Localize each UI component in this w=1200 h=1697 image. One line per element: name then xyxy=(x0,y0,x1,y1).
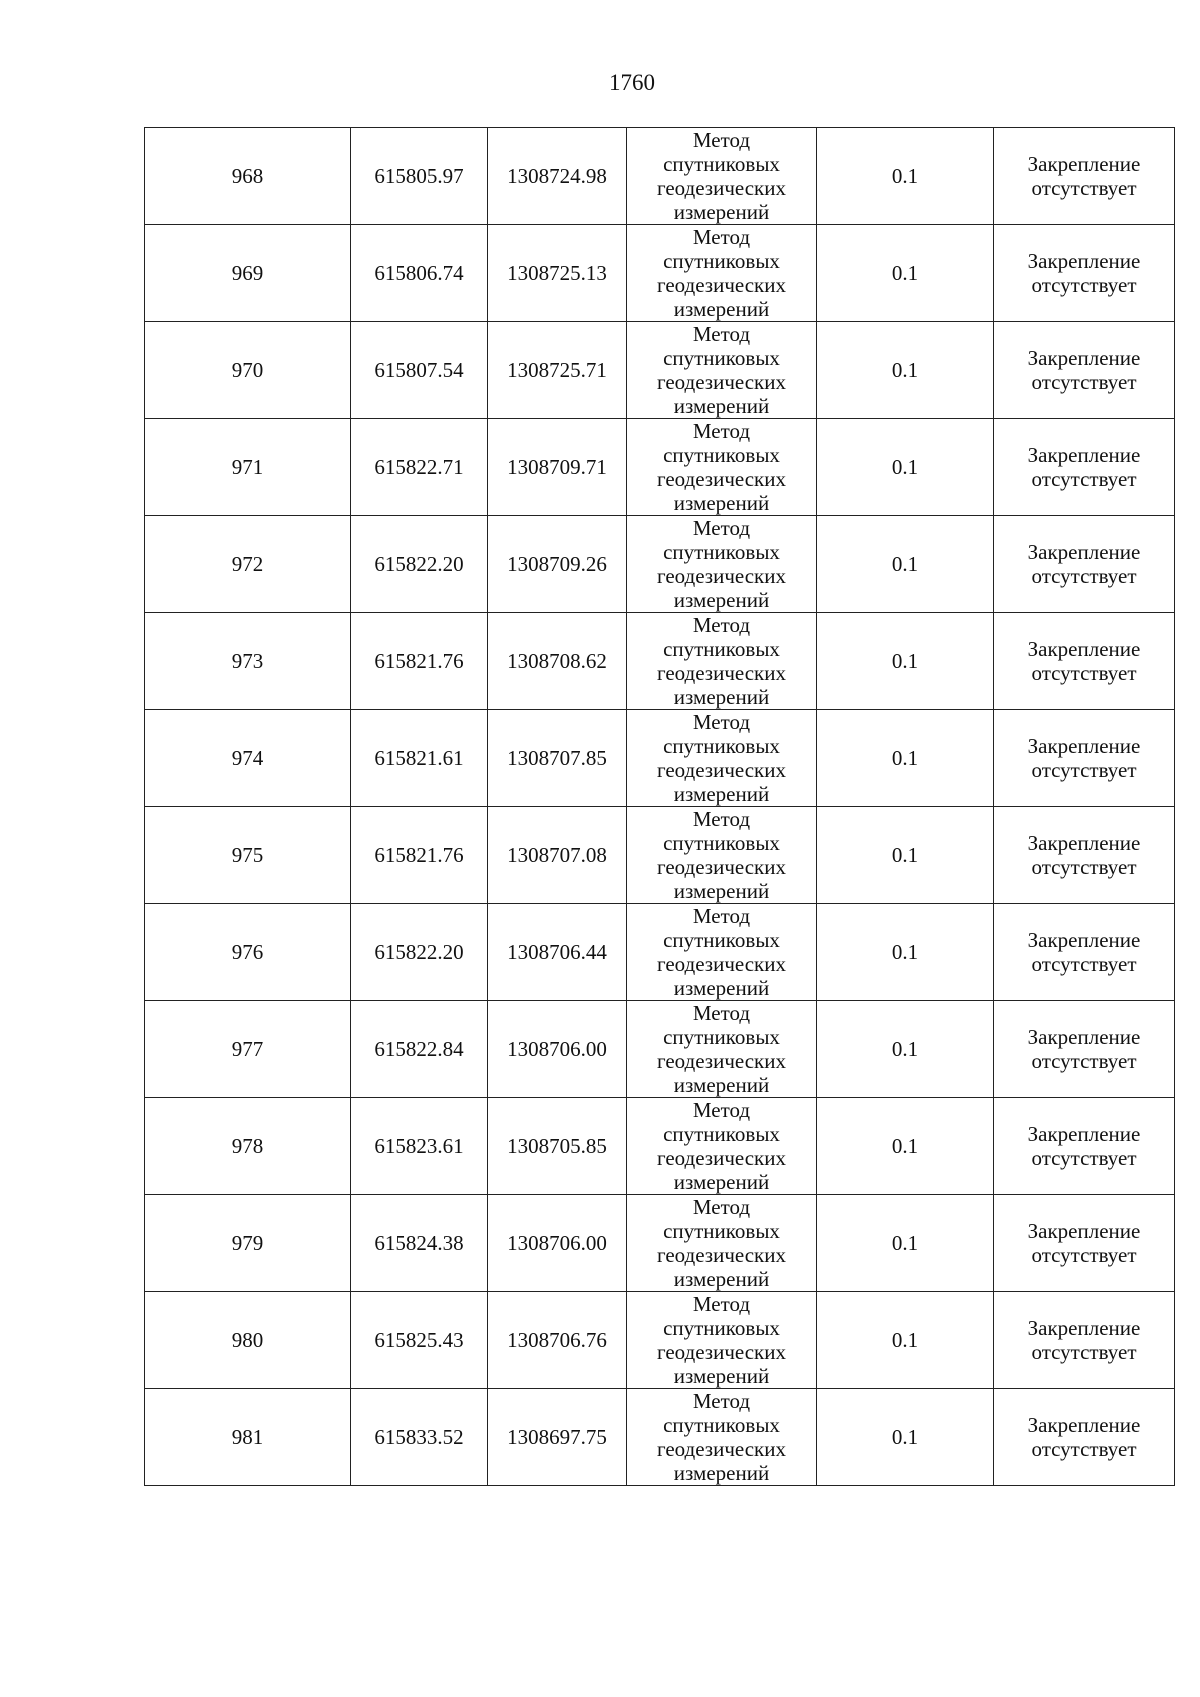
table-row xyxy=(145,322,1175,419)
method-cell xyxy=(627,322,817,419)
method-text-line: спутниковых xyxy=(663,152,780,176)
y-coordinate-cell: 1308706.44 xyxy=(488,904,627,1001)
table-row xyxy=(145,1195,1175,1292)
method-cell xyxy=(627,1001,817,1098)
point-number-cell: 976 xyxy=(145,904,351,1001)
fixing-cell xyxy=(994,516,1175,613)
method-text-line: геодезических xyxy=(656,273,786,297)
y-coordinate-cell: 1308707.85 xyxy=(488,710,627,807)
method-cell xyxy=(627,1098,817,1195)
table-row xyxy=(145,710,1175,807)
fixing-cell xyxy=(994,807,1175,904)
method-text-line: Метод xyxy=(692,904,751,928)
point-number-cell: 974 xyxy=(145,710,351,807)
point-number-cell: 977 xyxy=(145,1001,351,1098)
y-coordinate-cell: 1308706.76 xyxy=(488,1292,627,1389)
fixing-cell xyxy=(994,419,1175,516)
fixing-text-line: отсутствует xyxy=(1031,467,1137,491)
fixing-cell xyxy=(994,1098,1175,1195)
method-text-line: геодезических xyxy=(656,1437,786,1461)
fixing-text-line: Закрепление xyxy=(1027,443,1141,467)
table-row xyxy=(145,128,1175,225)
method-text-line: измерений xyxy=(673,588,770,612)
point-number-cell: 970 xyxy=(145,322,351,419)
method-text-line: измерений xyxy=(673,685,770,709)
accuracy-cell: 0.1 xyxy=(817,1001,994,1098)
x-coordinate-cell: 615823.61 xyxy=(351,1098,488,1195)
fixing-cell xyxy=(994,225,1175,322)
point-number-cell: 979 xyxy=(145,1195,351,1292)
accuracy-cell: 0.1 xyxy=(817,516,994,613)
method-text-line: геодезических xyxy=(656,855,786,879)
method-text-line: спутниковых xyxy=(663,928,780,952)
method-text-line: спутниковых xyxy=(663,443,780,467)
y-coordinate-cell: 1308697.75 xyxy=(488,1389,627,1486)
method-cell xyxy=(627,128,817,225)
x-coordinate-cell: 615806.74 xyxy=(351,225,488,322)
table-row xyxy=(145,807,1175,904)
point-number-cell: 981 xyxy=(145,1389,351,1486)
method-text-line: геодезических xyxy=(656,176,786,200)
method-text-line: спутниковых xyxy=(663,249,780,273)
x-coordinate-cell: 615821.61 xyxy=(351,710,488,807)
fixing-text-line: отсутствует xyxy=(1031,855,1137,879)
method-text-line: измерений xyxy=(673,1364,770,1388)
method-text-line: Метод xyxy=(692,225,751,249)
method-text-line: Метод xyxy=(692,128,751,152)
method-cell xyxy=(627,1292,817,1389)
method-text-line: измерений xyxy=(673,976,770,1000)
fixing-text-line: Закрепление xyxy=(1027,1316,1141,1340)
method-text-line: Метод xyxy=(692,322,751,346)
method-cell xyxy=(627,904,817,1001)
method-text-line: спутниковых xyxy=(663,831,780,855)
method-text-line: спутниковых xyxy=(663,540,780,564)
accuracy-cell: 0.1 xyxy=(817,322,994,419)
fixing-text-line: Закрепление xyxy=(1027,1413,1141,1437)
accuracy-cell: 0.1 xyxy=(817,904,994,1001)
method-text-line: измерений xyxy=(673,200,770,224)
method-text-line: геодезических xyxy=(656,1340,786,1364)
method-text-line: геодезических xyxy=(656,1243,786,1267)
coordinates-table xyxy=(144,127,1175,1486)
fixing-text-line: отсутствует xyxy=(1031,564,1137,588)
accuracy-cell: 0.1 xyxy=(817,225,994,322)
fixing-text-line: отсутствует xyxy=(1031,952,1137,976)
fixing-cell xyxy=(994,1001,1175,1098)
accuracy-cell: 0.1 xyxy=(817,807,994,904)
point-number-cell: 971 xyxy=(145,419,351,516)
x-coordinate-cell: 615821.76 xyxy=(351,807,488,904)
method-text-line: Метод xyxy=(692,419,751,443)
accuracy-cell: 0.1 xyxy=(817,1195,994,1292)
accuracy-cell: 0.1 xyxy=(817,419,994,516)
y-coordinate-cell: 1308709.26 xyxy=(488,516,627,613)
table-row xyxy=(145,1098,1175,1195)
y-coordinate-cell: 1308705.85 xyxy=(488,1098,627,1195)
fixing-cell xyxy=(994,710,1175,807)
method-text-line: измерений xyxy=(673,879,770,903)
method-text-line: геодезических xyxy=(656,370,786,394)
point-number-cell: 969 xyxy=(145,225,351,322)
point-number-cell: 980 xyxy=(145,1292,351,1389)
method-text-line: геодезических xyxy=(656,1049,786,1073)
point-number-cell: 978 xyxy=(145,1098,351,1195)
method-text-line: спутниковых xyxy=(663,1219,780,1243)
table-row xyxy=(145,516,1175,613)
fixing-text-line: Закрепление xyxy=(1027,637,1141,661)
x-coordinate-cell: 615821.76 xyxy=(351,613,488,710)
method-text-line: Метод xyxy=(692,710,751,734)
fixing-text-line: Закрепление xyxy=(1027,928,1141,952)
y-coordinate-cell: 1308708.62 xyxy=(488,613,627,710)
method-text-line: измерений xyxy=(673,1170,770,1194)
x-coordinate-cell: 615805.97 xyxy=(351,128,488,225)
method-text-line: спутниковых xyxy=(663,1122,780,1146)
y-coordinate-cell: 1308725.13 xyxy=(488,225,627,322)
table-row xyxy=(145,904,1175,1001)
accuracy-cell: 0.1 xyxy=(817,1389,994,1486)
method-cell xyxy=(627,807,817,904)
fixing-cell xyxy=(994,322,1175,419)
fixing-cell xyxy=(994,904,1175,1001)
fixing-cell xyxy=(994,128,1175,225)
method-text-line: измерений xyxy=(673,1267,770,1291)
method-text-line: геодезических xyxy=(656,661,786,685)
method-cell xyxy=(627,710,817,807)
method-text-line: геодезических xyxy=(656,467,786,491)
x-coordinate-cell: 615822.20 xyxy=(351,516,488,613)
method-text-line: геодезических xyxy=(656,1146,786,1170)
method-text-line: геодезических xyxy=(656,952,786,976)
method-cell xyxy=(627,419,817,516)
fixing-text-line: отсутствует xyxy=(1031,273,1137,297)
fixing-text-line: отсутствует xyxy=(1031,1340,1137,1364)
method-text-line: измерений xyxy=(673,782,770,806)
table-row xyxy=(145,1292,1175,1389)
method-text-line: Метод xyxy=(692,1098,751,1122)
x-coordinate-cell: 615833.52 xyxy=(351,1389,488,1486)
method-text-line: спутниковых xyxy=(663,1316,780,1340)
method-text-line: Метод xyxy=(692,1292,751,1316)
x-coordinate-cell: 615822.20 xyxy=(351,904,488,1001)
fixing-text-line: отсутствует xyxy=(1031,370,1137,394)
y-coordinate-cell: 1308709.71 xyxy=(488,419,627,516)
accuracy-cell: 0.1 xyxy=(817,128,994,225)
fixing-cell xyxy=(994,1195,1175,1292)
table-row xyxy=(145,419,1175,516)
point-number-cell: 972 xyxy=(145,516,351,613)
method-text-line: измерений xyxy=(673,394,770,418)
fixing-text-line: отсутствует xyxy=(1031,1049,1137,1073)
y-coordinate-cell: 1308707.08 xyxy=(488,807,627,904)
method-text-line: Метод xyxy=(692,1195,751,1219)
method-text-line: спутниковых xyxy=(663,346,780,370)
method-text-line: измерений xyxy=(673,1461,770,1485)
method-text-line: спутниковых xyxy=(663,1413,780,1437)
y-coordinate-cell: 1308724.98 xyxy=(488,128,627,225)
x-coordinate-cell: 615807.54 xyxy=(351,322,488,419)
method-text-line: измерений xyxy=(673,1073,770,1097)
method-text-line: Метод xyxy=(692,807,751,831)
fixing-text-line: отсутствует xyxy=(1031,1243,1137,1267)
fixing-text-line: отсутствует xyxy=(1031,661,1137,685)
x-coordinate-cell: 615824.38 xyxy=(351,1195,488,1292)
table-row xyxy=(145,1389,1175,1486)
fixing-text-line: Закрепление xyxy=(1027,249,1141,273)
accuracy-cell: 0.1 xyxy=(817,613,994,710)
page-number: 1760 xyxy=(609,70,655,95)
y-coordinate-cell: 1308706.00 xyxy=(488,1195,627,1292)
method-text-line: спутниковых xyxy=(663,637,780,661)
method-text-line: геодезических xyxy=(656,758,786,782)
method-text-line: измерений xyxy=(673,491,770,515)
y-coordinate-cell: 1308706.00 xyxy=(488,1001,627,1098)
fixing-cell xyxy=(994,613,1175,710)
fixing-text-line: отсутствует xyxy=(1031,1146,1137,1170)
method-text-line: спутниковых xyxy=(663,1025,780,1049)
method-cell xyxy=(627,1195,817,1292)
method-cell xyxy=(627,1389,817,1486)
fixing-text-line: Закрепление xyxy=(1027,831,1141,855)
x-coordinate-cell: 615822.71 xyxy=(351,419,488,516)
point-number-cell: 973 xyxy=(145,613,351,710)
method-cell xyxy=(627,613,817,710)
method-text-line: Метод xyxy=(692,1001,751,1025)
fixing-text-line: отсутствует xyxy=(1031,176,1137,200)
x-coordinate-cell: 615822.84 xyxy=(351,1001,488,1098)
accuracy-cell: 0.1 xyxy=(817,1098,994,1195)
method-text-line: Метод xyxy=(692,516,751,540)
fixing-text-line: отсутствует xyxy=(1031,758,1137,782)
fixing-text-line: Закрепление xyxy=(1027,1025,1141,1049)
fixing-text-line: Закрепление xyxy=(1027,1219,1141,1243)
x-coordinate-cell: 615825.43 xyxy=(351,1292,488,1389)
accuracy-cell: 0.1 xyxy=(817,1292,994,1389)
table-row xyxy=(145,613,1175,710)
method-text-line: Метод xyxy=(692,1389,751,1413)
method-text-line: геодезических xyxy=(656,564,786,588)
point-number-cell: 968 xyxy=(145,128,351,225)
method-cell xyxy=(627,516,817,613)
fixing-text-line: Закрепление xyxy=(1027,152,1141,176)
method-text-line: спутниковых xyxy=(663,734,780,758)
fixing-text-line: отсутствует xyxy=(1031,1437,1137,1461)
fixing-text-line: Закрепление xyxy=(1027,734,1141,758)
method-text-line: измерений xyxy=(673,297,770,321)
point-number-cell: 975 xyxy=(145,807,351,904)
fixing-text-line: Закрепление xyxy=(1027,346,1141,370)
table-row xyxy=(145,225,1175,322)
fixing-cell xyxy=(994,1389,1175,1486)
coordinates-table-body xyxy=(145,128,1175,1486)
method-text-line: Метод xyxy=(692,613,751,637)
fixing-cell xyxy=(994,1292,1175,1389)
table-row xyxy=(145,1001,1175,1098)
accuracy-cell: 0.1 xyxy=(817,710,994,807)
method-cell xyxy=(627,225,817,322)
fixing-text-line: Закрепление xyxy=(1027,1122,1141,1146)
y-coordinate-cell: 1308725.71 xyxy=(488,322,627,419)
fixing-text-line: Закрепление xyxy=(1027,540,1141,564)
